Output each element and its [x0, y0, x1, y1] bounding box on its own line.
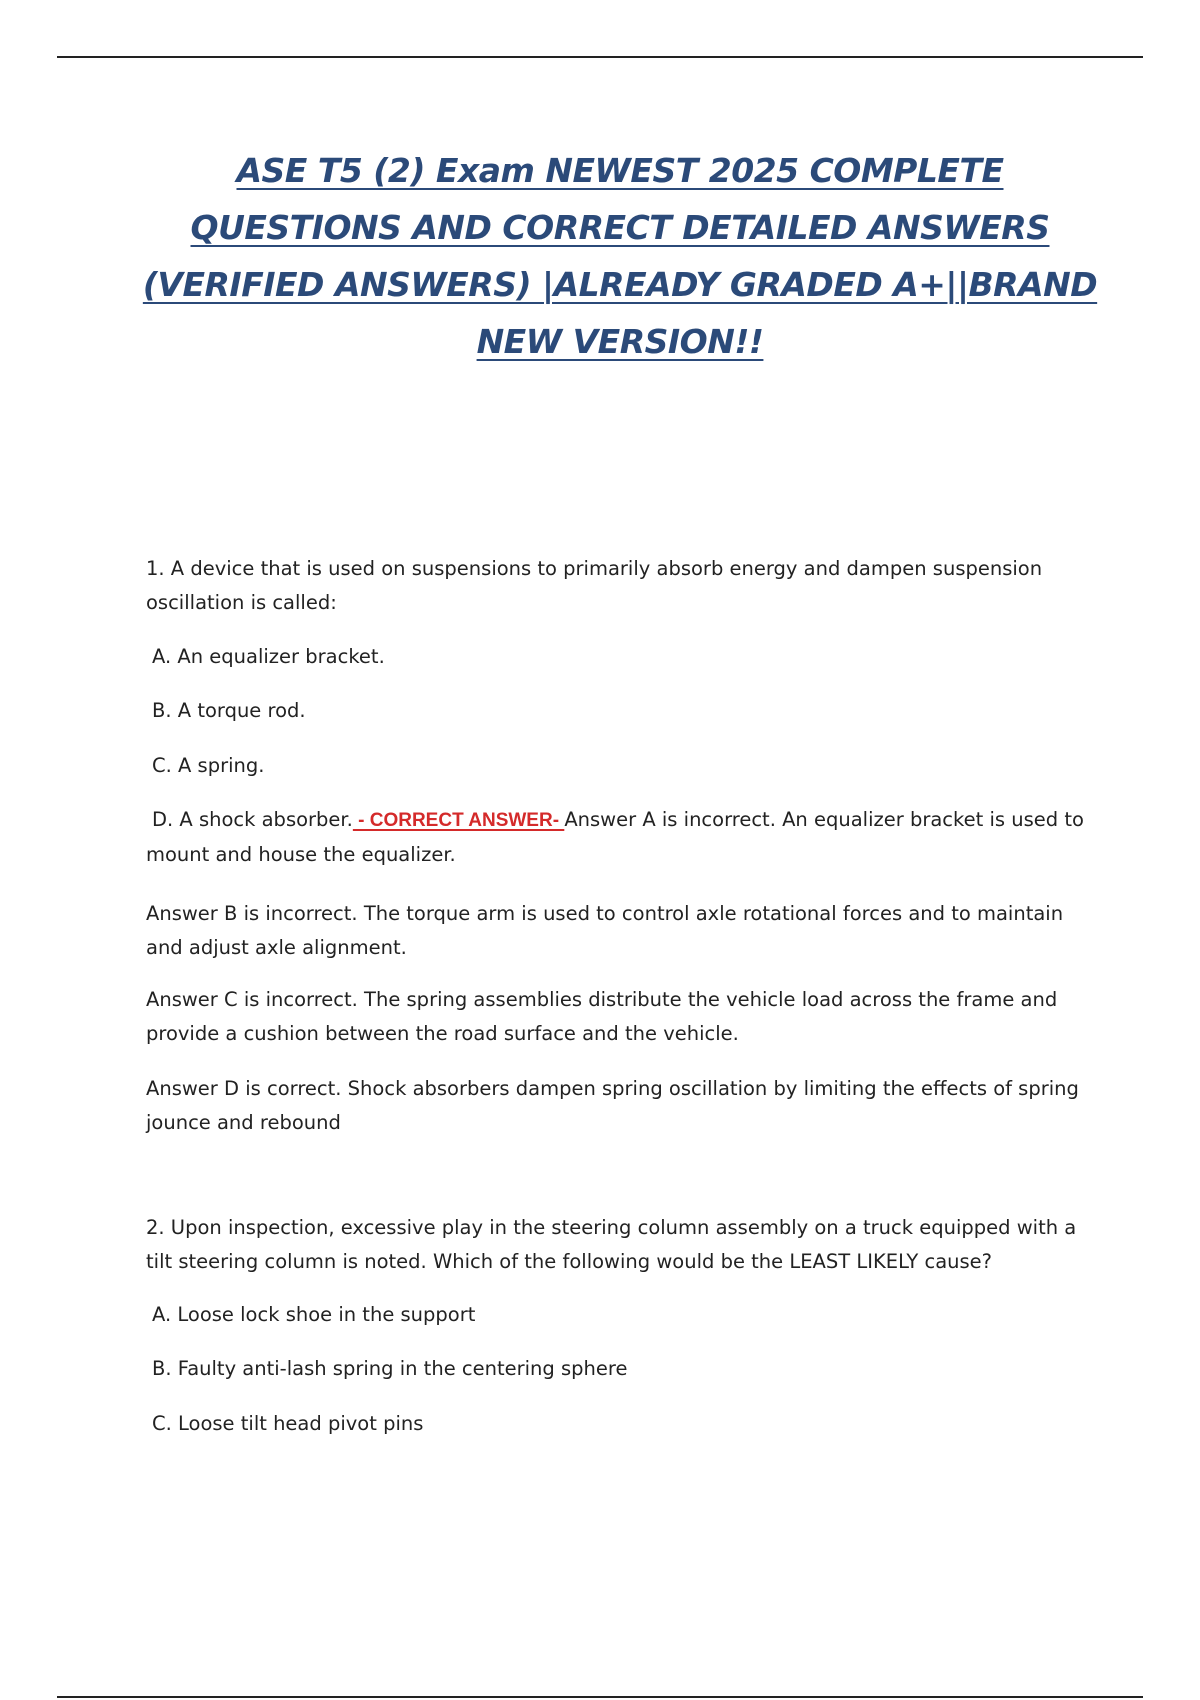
- explanation-c: Answer C is incorrect. The spring assemblies distribute the vehicle load across the frame and provide a cushion between the road surface and the vehicle.: [146, 988, 1058, 1045]
- question-1-option-a: A. An equalizer bracket.: [152, 645, 385, 668]
- question-2-option-c: C. Loose tilt head pivot pins: [152, 1412, 424, 1435]
- explanation-a: Answer A is incorrect. An equalizer bracket is used to mount and house the equalizer.: [146, 808, 1084, 866]
- explanation-d: Answer D is correct. Shock absorbers dampen spring oscillation by limiting the effects of spring jounce and rebound: [146, 1077, 1079, 1134]
- document-title-text: ASE T5 (2) Exam NEWEST 2025 COMPLETE QUESTIONS AND CORRECT DETAILED ANSWERS (VERIFIED ANSWERS) |ALREADY GRADED A+||BRAND NEW VERSION!!: [142, 151, 1098, 361]
- bottom-divider: [57, 1696, 1143, 1698]
- explanation-b: Answer B is incorrect. The torque arm is used to control axle rotational forces and to maintain and adjust axle alignment.: [146, 902, 1064, 959]
- top-divider: [57, 56, 1143, 58]
- question-1-option-c: C. A spring.: [152, 754, 265, 777]
- document-title: [140, 142, 1100, 370]
- question-1-option-b: B. A torque rod.: [152, 699, 306, 722]
- question-1-option-d-with-answer: [146, 803, 1086, 872]
- question-1-stem: 1. A device that is used on suspensions to primarily absorb energy and dampen suspension oscillation is called:: [146, 557, 1043, 614]
- question-2-option-a: A. Loose lock shoe in the support: [152, 1303, 476, 1326]
- question-1-option-d: D. A shock absorber.: [152, 808, 353, 831]
- question-2-option-b: B. Faulty anti-lash spring in the centering sphere: [152, 1357, 628, 1380]
- correct-answer-marker: - CORRECT ANSWER-: [352, 810, 565, 831]
- question-2-stem: 2. Upon inspection, excessive play in the steering column assembly on a truck equipped with a tilt steering column is noted. Which of the following would be the LEAST LIKELY cause?: [146, 1216, 1077, 1273]
